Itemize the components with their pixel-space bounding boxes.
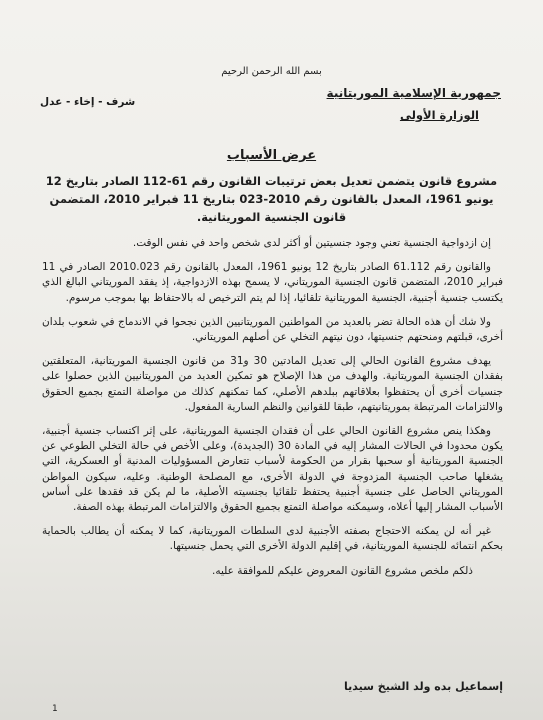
paragraph: إن ازدواجية الجنسية تعني وجود جنسيتين أو أكثر لدى شخص واحد في نفس الوقت.: [132, 237, 491, 249]
paragraph: يهدف مشروع القانون الحالي إلى تعديل المادتين 30 و31 من قانون الجنسية الموريتانية، المتعلقتين بفقدان الجنسية الموريتانية. والهدف من هذا الإصلاح هو تمكين العديد من الموريتانيين الذين حصلوا على جنسيات أخرى أن يحتفظوا بعلاقاتهم ببلدهم الأصلي، كما تمكنهم كذلك من مواصلة التمتع بجميع الحقوق والالتزامات المرتبطة بموريتانيتهم، طبقا للقوانين والنظم السارية المفعول.: [42, 355, 503, 413]
signature: إسماعيل بده ولد الشيخ سيديا: [344, 680, 503, 693]
paragraph: غير أنه لن يمكنه الاحتجاج بصفته الأجنبية لدى السلطات الموريتانية، كما لا يمكنه أن يطالب بالحماية بحكم انتمائه للجنسية الموريتانية، في إقليم الدولة الأخرى التي يحمل جنسيتها.: [42, 525, 503, 553]
document-title: عرض الأسباب: [226, 148, 317, 163]
paragraph: ولا شك أن هذه الحالة تضر بالعديد من المواطنين الموريتانيين الذين نجحوا في الاندماج في شعوب بلدان أخرى، قبلتهم ومنحتهم جنسيتها، دون نيتهم التخلي عن أصلهم الموريتاني.: [42, 315, 503, 344]
document-subject: مشروع قانون يتضمن تعديل بعض ترتيبات القانون رقم 61-112 الصادر بتاريخ 12 يونيو 1961، المعدل بالقانون رقم 2010-023 بتاريخ 11 فبراير 2010، المتضمن قانون الجنسية الموريتانية.: [45, 174, 498, 224]
ministry-heading: الوزارة الأولى: [399, 108, 479, 122]
republic-heading: جمهورية الإسلامية الموريتانية: [326, 86, 501, 100]
paragraph: والقانون رقم 61.112 الصادر بتاريخ 12 يونيو 1961، المعدل بالقانون رقم 2010.023 الصادر في 11 فبراير 2010، المتضمن قانون الجنسية الموريتاني، لا يسمح بهذه الازدواجية، إذ يفقد الموريتاني البالغ الذي يكتسب جنسية أجنبية، الجنسية الموريتانية تلقائيا، إذا لم يتم الترخيص له بالاحتفاظ بها بموجب مرسوم.: [42, 261, 503, 304]
national-motto: شرف - إخاء - عدل: [40, 96, 136, 108]
page-number: 1: [52, 704, 58, 714]
closing-line: ذلكم ملخص مشروع القانون المعروض عليكم للموافقة عليه.: [211, 564, 473, 577]
paragraph: وهكذا ينص مشروع القانون الحالي على أن فقدان الجنسية الموريتانية، على إثر اكتساب جنسية أجنبية، يكون محدودا في الحالات المشار إليه في المادة 30 (الجديدة)، وعلى الأخص في حالة التخلي الطوعي عن الجنسية الموريتانية أو سحبها بقرار من الحكومة لأسباب تتعارض المسؤوليات المدنية أو العسكرية، التي يشغلها صاحب الجنسية المزدوجة في الدولة الأخرى، مع المصلحة الوطنية. وعليه، سيكون المواطن الموريتاني الحاصل على جنسية أجنبية يحتفظ تلقائيا بجنسيته الأصلية، ما لم يكن قد فقدها على أساس الأسباب المشار إليها أعلاه، وسيمكنه مواصلة التمتع بجميع الحقوق والالتزامات المرتبطة بهذه الصفة.: [42, 425, 503, 514]
basmala: بسم الله الرحمن الرحيم: [221, 66, 322, 77]
document-body: [42, 236, 503, 588]
